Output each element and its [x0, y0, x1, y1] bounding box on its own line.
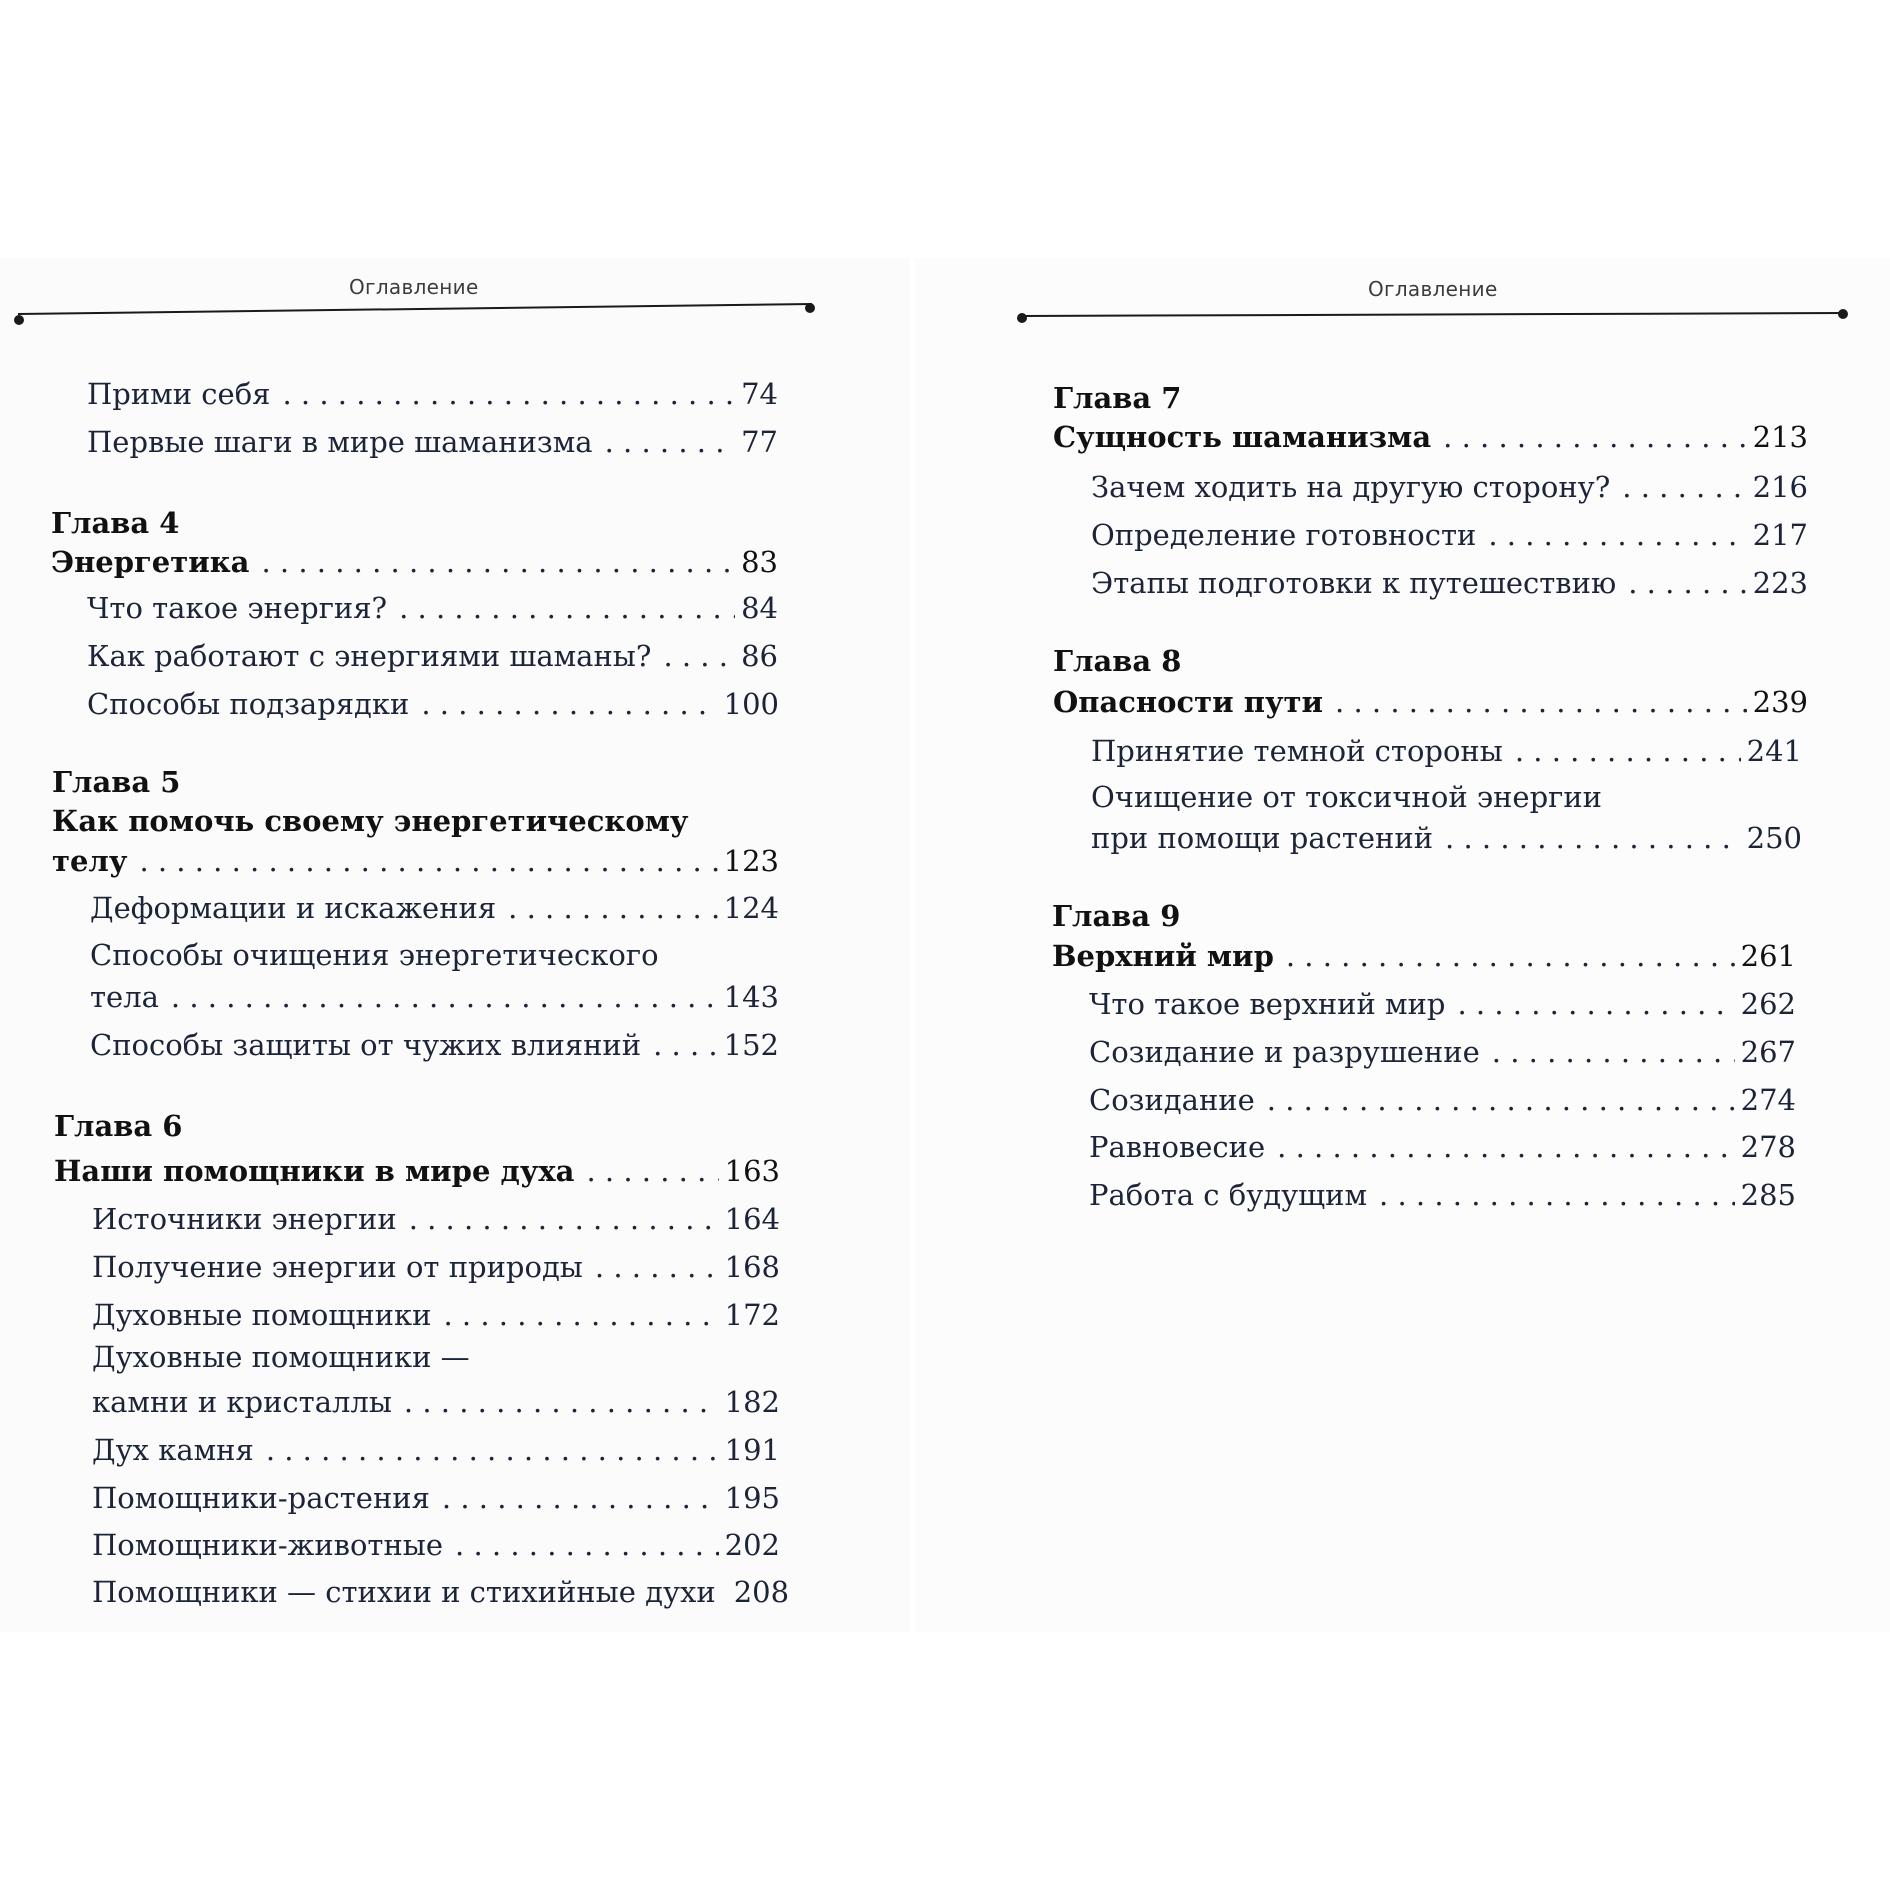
leader-dots: [266, 1432, 719, 1468]
leader-dots: [508, 890, 717, 926]
toc-entry-title: Наши помощники в мире духа: [54, 1154, 575, 1188]
toc-entry-title: Способы защиты от чужих влияний: [90, 1028, 642, 1062]
toc-entry-page: 202: [724, 1528, 780, 1562]
toc-entry-title: Помощники-растения: [92, 1481, 430, 1515]
toc-entry-title: Деформации и искажения: [90, 891, 497, 925]
toc-entry-title: камни и кристаллы: [92, 1385, 392, 1419]
toc-entry-title: Сущность шаманизма: [1053, 420, 1432, 454]
toc-entry-page: 239: [1752, 685, 1808, 719]
toc-entry-title: Опасности пути: [1053, 685, 1324, 719]
chapter-label: Глава 8: [1053, 644, 1182, 678]
toc-entry[interactable]: [92, 1249, 780, 1285]
leader-dots: [1335, 684, 1747, 720]
toc-entry-page: 274: [1740, 1083, 1796, 1117]
toc-entry[interactable]: [90, 979, 779, 1015]
toc-entry[interactable]: [1091, 820, 1802, 856]
toc-entry[interactable]: [90, 890, 779, 926]
chapter-label: Глава 4: [51, 506, 180, 540]
left-running-head: Оглавление: [349, 275, 479, 299]
toc-entry-page: 163: [724, 1154, 780, 1188]
toc-entry[interactable]: [92, 1574, 790, 1610]
leader-dots: [1515, 733, 1741, 769]
toc-entry[interactable]: [1089, 1177, 1796, 1213]
toc-entry-title: Помощники-животные: [92, 1528, 444, 1562]
toc-entry[interactable]: [92, 1201, 780, 1237]
leader-dots: [1622, 469, 1746, 505]
toc-entry-title: Первые шаги в мире шаманизма: [87, 425, 593, 459]
toc-entry[interactable]: [92, 1527, 780, 1563]
leader-dots: [171, 979, 718, 1015]
leader-dots: [404, 1384, 719, 1420]
toc-entry-title: Работа с будущим: [1089, 1178, 1368, 1212]
toc-entry-page: 195: [724, 1481, 780, 1515]
toc-entry-page: 261: [1740, 939, 1796, 973]
leader-dots: [605, 424, 736, 460]
toc-entry-page: 267: [1740, 1035, 1796, 1069]
chapter-label: Глава 9: [1052, 899, 1181, 933]
toc-entry-page: 143: [723, 980, 779, 1014]
toc-entry-page: 182: [724, 1385, 780, 1419]
leader-dots: [1443, 419, 1746, 455]
toc-entry-page: 74: [741, 377, 778, 411]
toc-entry[interactable]: [1091, 517, 1808, 553]
toc-entry-page: 164: [724, 1202, 780, 1236]
leader-dots: [409, 1201, 719, 1237]
leader-dots: [443, 1297, 718, 1333]
leader-dots: [1267, 1082, 1735, 1118]
toc-entry[interactable]: [92, 1480, 780, 1516]
toc-entry[interactable]: [1089, 1082, 1796, 1118]
chapter-title-line: Как помочь своему энергетическому: [52, 804, 689, 838]
toc-entry-title: Определение готовности: [1091, 518, 1477, 552]
chapter-title-entry[interactable]: [54, 1153, 780, 1189]
chapter-title-entry[interactable]: [1053, 419, 1808, 455]
toc-entry-title: Верхний мир: [1052, 939, 1274, 973]
leader-dots: [399, 590, 735, 626]
toc-entry-title: Созидание и разрушение: [1089, 1035, 1480, 1069]
toc-entry-title: Прими себя: [87, 377, 271, 411]
toc-entry[interactable]: [92, 1297, 780, 1333]
toc-entry[interactable]: [92, 1384, 780, 1420]
toc-entry-page: 250: [1746, 821, 1802, 855]
chapter-title-entry[interactable]: [52, 843, 779, 879]
leader-dots: [261, 544, 735, 580]
toc-entry-page: 100: [723, 687, 779, 721]
chapter-label: Глава 5: [52, 765, 181, 799]
toc-entry-title: Созидание: [1089, 1083, 1255, 1117]
toc-entry[interactable]: [1089, 1129, 1796, 1165]
toc-entry[interactable]: [1091, 469, 1808, 505]
toc-entry-title: Зачем ходить на другую сторону?: [1091, 470, 1611, 504]
toc-entry-title: Источники энергии: [92, 1202, 397, 1236]
toc-entry-page: 191: [724, 1433, 780, 1467]
toc-entry[interactable]: [1091, 733, 1802, 769]
toc-entry-page: 241: [1746, 734, 1802, 768]
toc-entry-page: 172: [724, 1298, 780, 1332]
toc-entry-title: Принятие темной стороны: [1091, 734, 1503, 768]
toc-entry-page: 262: [1740, 987, 1796, 1021]
toc-entry-page: 123: [723, 844, 779, 878]
toc-entry-page: 278: [1740, 1130, 1796, 1164]
toc-entry-title: Получение энергии от природы: [92, 1250, 583, 1284]
toc-entry-line: Духовные помощники —: [92, 1340, 470, 1374]
leader-dots: [421, 686, 717, 722]
left-rule-start-dot: [14, 315, 24, 325]
leader-dots: [586, 1153, 718, 1189]
toc-entry-page: 216: [1752, 470, 1808, 504]
chapter-title-entry[interactable]: [1053, 684, 1808, 720]
leader-dots: [1277, 1129, 1735, 1165]
toc-entry-title: при помощи растений: [1091, 821, 1434, 855]
toc-entry-title: Духовные помощники: [92, 1298, 432, 1332]
toc-entry-title: Помощники — стихии и стихийные духи: [92, 1575, 716, 1609]
toc-entry-line: Способы очищения энергетического: [90, 938, 659, 972]
toc-entry[interactable]: [87, 424, 778, 460]
chapter-label: Глава 7: [1053, 381, 1182, 415]
toc-entry-title: Способы подзарядки: [87, 687, 410, 721]
right-running-head: Оглавление: [1368, 277, 1498, 301]
toc-entry-page: 77: [741, 425, 778, 459]
leader-dots: [282, 376, 735, 412]
toc-entry-page: 285: [1740, 1178, 1796, 1212]
leader-dots: [1445, 820, 1741, 856]
toc-entry-page: 83: [741, 545, 778, 579]
toc-entry[interactable]: [1089, 1034, 1796, 1070]
left-rule-end-dot: [805, 303, 815, 313]
leader-dots: [139, 843, 717, 879]
toc-entry-title: Дух камня: [92, 1433, 254, 1467]
chapter-title-entry[interactable]: [1052, 938, 1796, 974]
toc-entry[interactable]: [87, 686, 779, 722]
toc-entry-page: 208: [733, 1575, 790, 1609]
toc-entry-page: 213: [1752, 420, 1808, 454]
toc-entry-title: Равновесие: [1089, 1130, 1266, 1164]
toc-entry-title: тела: [90, 980, 159, 1014]
toc-entry-line: Очищение от токсичной энергии: [1091, 780, 1603, 814]
leader-dots: [455, 1527, 719, 1563]
toc-entry-title: Что такое верхний мир: [1089, 987, 1446, 1021]
toc-entry-page: 84: [741, 591, 778, 625]
leader-dots: [595, 1249, 719, 1285]
toc-entry[interactable]: [1091, 565, 1808, 601]
leader-dots: [1458, 986, 1735, 1022]
toc-entry[interactable]: [87, 638, 778, 674]
toc-entry[interactable]: [90, 1027, 779, 1063]
toc-entry-page: 223: [1752, 566, 1808, 600]
leader-dots: [663, 638, 735, 674]
leader-dots: [1488, 517, 1746, 553]
toc-entry-page: 86: [741, 639, 778, 673]
toc-entry[interactable]: [92, 1432, 780, 1468]
toc-entry-title: телу: [52, 844, 128, 878]
toc-entry-title: Этапы подготовки к путешествию: [1091, 566, 1617, 600]
leader-dots: [1492, 1034, 1735, 1070]
toc-entry[interactable]: [87, 376, 778, 412]
chapter-title-entry[interactable]: [51, 544, 778, 580]
leader-dots: [653, 1027, 718, 1063]
toc-entry-title: Энергетика: [51, 545, 250, 579]
toc-entry-page: 152: [723, 1028, 779, 1062]
right-rule-end-dot: [1838, 309, 1848, 319]
toc-entry-page: 217: [1752, 518, 1808, 552]
toc-entry-title: Как работают с энергиями шаманы?: [87, 639, 652, 673]
leader-dots: [442, 1480, 719, 1516]
leader-dots: [1286, 938, 1735, 974]
toc-entry-page: 168: [724, 1250, 780, 1284]
toc-entry-page: 124: [723, 891, 779, 925]
leader-dots: [1628, 565, 1746, 601]
chapter-label: Глава 6: [54, 1109, 183, 1143]
toc-entry-title: Что такое энергия?: [87, 591, 388, 625]
leader-dots: [1379, 1177, 1735, 1213]
toc-entry[interactable]: [87, 590, 778, 626]
toc-entry[interactable]: [1089, 986, 1796, 1022]
